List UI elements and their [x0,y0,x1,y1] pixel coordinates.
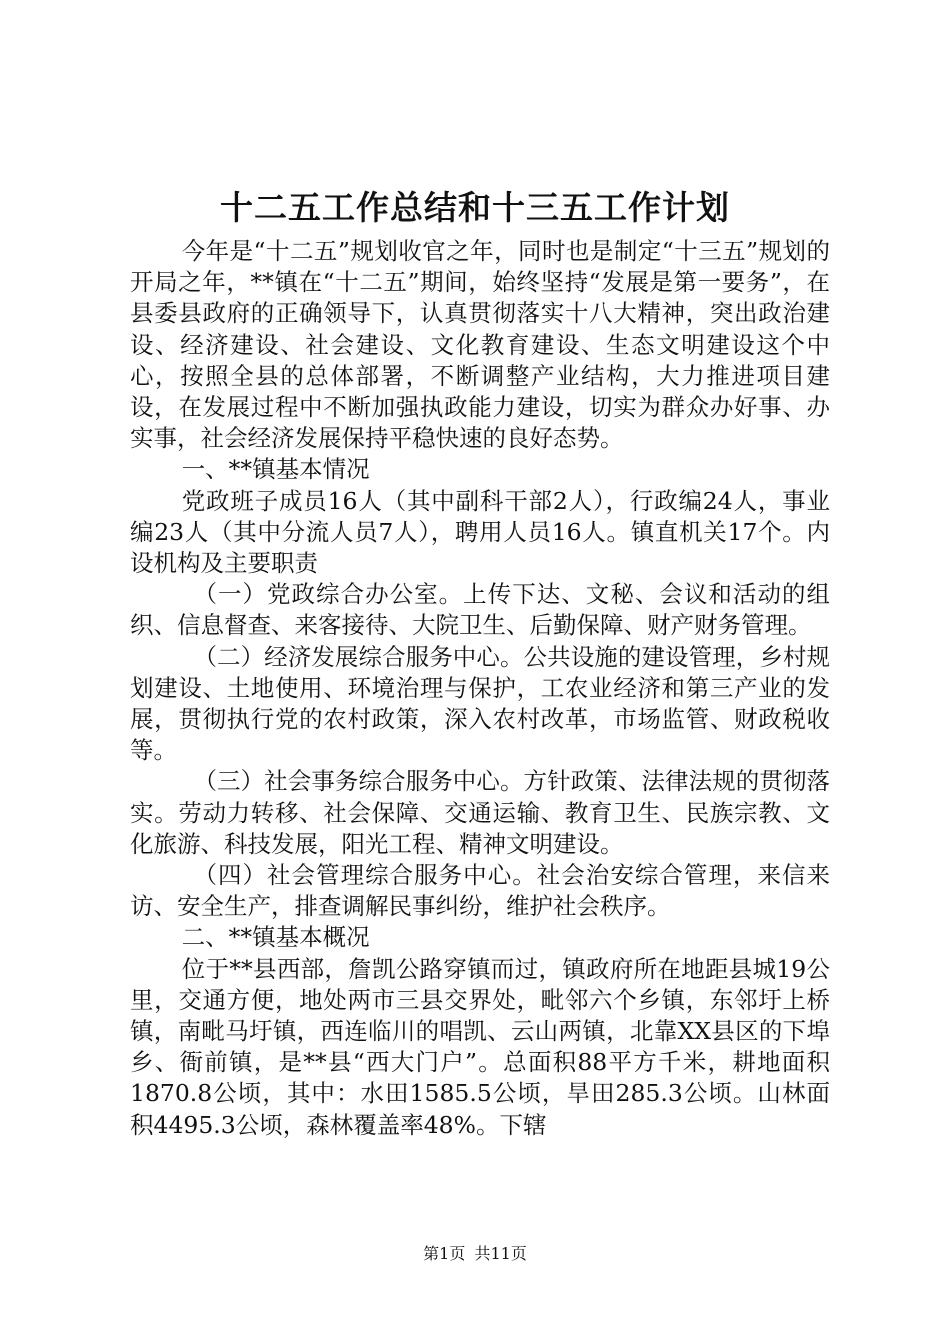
paragraph-office-4: （四）社会管理综合服务中心。社会治安综合管理，来信来访、安全生产，排查调解民事纠纷，维护社会秩序。 [130,861,830,921]
paragraph-intro: 今年是“十二五”规划收官之年，同时也是制定“十三五”规划的开局之年，**镇在“十二五”期间，始终坚持“发展是第一要务”，在县委县政府的正确领导下，认真贯彻落实十八大精神，突出政治建设、经济建设、社会建设、文化教育建设、生态文明建设这个中心，按照全县的总体部署，不断调整产业结构，大力推进项目建设，在发展过程中不断加强执政能力建设，切实为群众办好事、办实事，社会经济发展保持平稳快速的良好态势。 [130,237,830,453]
paragraph-office-3: （三）社会事务综合服务中心。方针政策、法律法规的贯彻落实。劳动力转移、社会保障、交通运输、教育卫生、民族宗教、文化旅游、科技发展，阳光工程、精神文明建设。 [130,767,830,858]
document-title: 十二五工作总结和十三五工作计划 [220,188,730,227]
page-number: 第1页 [423,1244,466,1263]
page-total: 共11页 [474,1244,527,1263]
document-body [130,236,830,1141]
section-heading-1: 一、**镇基本情况 [181,455,370,484]
paragraph-office-1: （一）党政综合办公室。上传下达、文秘、会议和活动的组织、信息督查、来客接待、大院卫生、后勤保障、财产财务管理。 [130,580,830,640]
paragraph-office-2: （二）经济发展综合服务中心。公共设施的建设管理，乡村规划建设、土地使用、环境治理与保护，工农业经济和第三产业的发展，贯彻执行党的农村政策，深入农村改革，市场监管、财政税收等。 [130,642,830,765]
page-footer [0,1243,950,1265]
paragraph-staffing: 党政班子成员16人（其中副科干部2人），行政编24人，事业编23人（其中分流人员7人），聘用人员16人。镇直机关17个。内设机构及主要职责 [130,486,830,578]
paragraph-overview: 位于**县西部，詹凯公路穿镇而过，镇政府所在地距县城19公里，交通方便，地处两市三县交界处，毗邻六个乡镇，东邻圩上桥镇，南毗马圩镇，西连临川的唱凯、云山两镇，北靠XX县区的下埠乡、衙前镇，是**县“西大门户”。总面积88平方千米，耕地面积1870.8公顷，其中：水田1585.5公顷，旱田285.3公顷。山林面积4495.3公顷，森林覆盖率48%。下辖 [130,954,830,1139]
section-heading-2: 二、**镇基本概况 [181,923,370,952]
